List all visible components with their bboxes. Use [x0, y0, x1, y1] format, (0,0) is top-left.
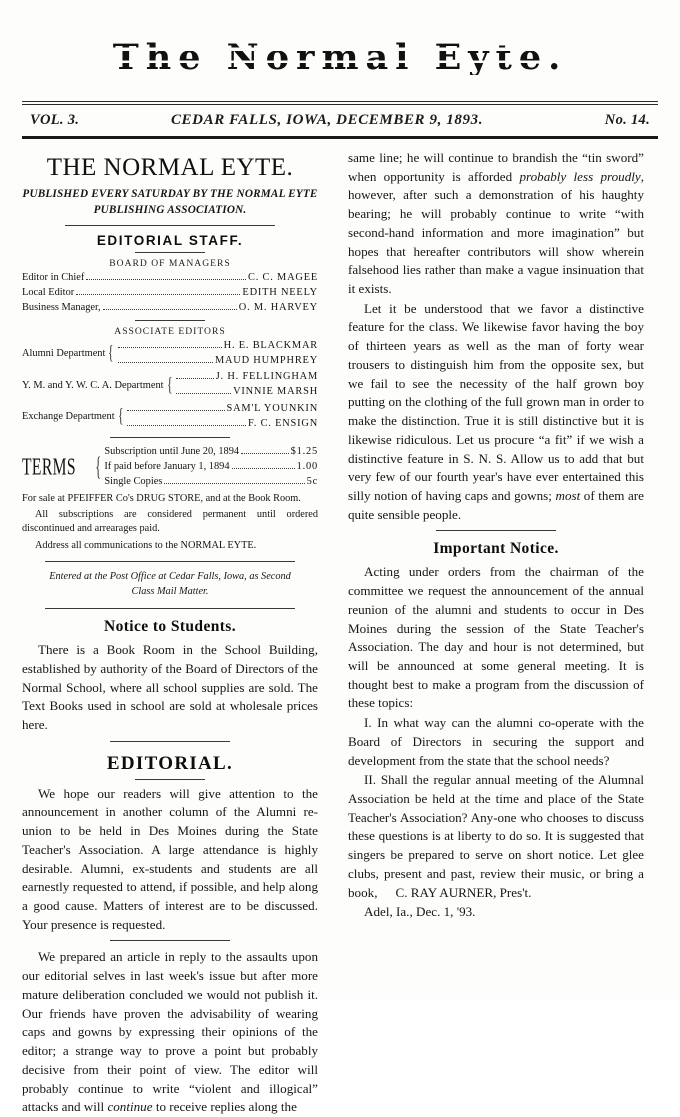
leader-dots — [118, 362, 213, 363]
associate-dept-label: Alumni Department — [22, 348, 106, 360]
entered-divider-bottom — [45, 608, 295, 609]
associate-name: J. H. FELLINGHAM — [215, 371, 318, 383]
terms-lines — [104, 445, 318, 489]
associate-name: F. C. ENSIGN — [248, 417, 318, 429]
terms-desc: If paid before January 1, 1894 — [104, 461, 230, 473]
editorial-staff-heading: EDITORIAL STAFF. — [96, 233, 244, 249]
editorial-heading: EDITORIAL. — [106, 752, 234, 774]
terms-row — [104, 445, 318, 460]
notice-p3-part-a: II. Shall the regular annual meeting of the Alumnal Association be held at the time and place of the State Teacher's Association? Any-one who chooses to discuss these questions is at liberty to do so. It is suggested that singers be prepared to serve on short notice. Let glee clubs, present and past, review their music, or bring a book, — [348, 772, 644, 900]
masthead — [0, 0, 680, 94]
right-paragraph-2 — [348, 300, 644, 525]
city-date: CEDAR FALLS, IOWA, DECEMBER 9, 1893. — [170, 112, 484, 128]
leader-dots — [127, 410, 224, 411]
cont-italic: probably less proudly — [519, 168, 641, 184]
board-divider — [135, 320, 205, 321]
leader-dots — [241, 453, 288, 454]
leader-dots — [76, 294, 240, 295]
editorial-divider — [135, 779, 205, 780]
terms-price: 1.00 — [296, 461, 318, 473]
associate-dept-block — [22, 370, 318, 400]
board-role: Editor in Chief — [22, 272, 85, 284]
brace-glyph: { — [117, 405, 124, 428]
associate-row — [125, 402, 318, 417]
brace-glyph: { — [95, 452, 101, 482]
important-notice-paragraph-1: Acting under orders from the chairman of the committee we request the announcement of the annual reunion of the alumni and students to occur in Des Moines during the session of the State Teacher's Association. The day and hour is not determined, but will be announced at some general meeting. It is thought best to make a program from the discussion of these topics: — [348, 564, 644, 711]
subscription-note: All subscriptions are considered permanent until ordered discontinued and arrearages paid. — [22, 509, 318, 535]
entered-line-1: Entered at the Post Office at Cedar Falls, Iowa, as Second — [49, 571, 291, 583]
board-row — [22, 286, 318, 301]
signature-title: , Pres't. — [493, 884, 532, 900]
editorial-paragraph-1: We hope our readers will give attention to the announcement in another column of the Alumni re-union to be held in Des Moines during the State Teacher's Association. A large attendance is highly desirable. Alumni, ex-students and students are all earnestly requested to attend, if possible, and help along a good cause. Matters of interest are to be discussed. Your presence is requested. — [22, 785, 318, 932]
leader-dots — [127, 425, 246, 426]
leader-dots — [103, 309, 237, 310]
for-sale-note: For sale at PFEIFFER Co's DRUG STORE, and at the Book Room. — [22, 492, 301, 504]
associate-row — [174, 385, 318, 400]
leader-dots — [232, 468, 295, 469]
leader-dots — [118, 347, 222, 348]
associate-row — [125, 417, 318, 432]
important-notice-paragraph-2: I. In what way can the alumni co-operate with the Board of Directors in securing the support and development from the state that the school needs? — [348, 715, 644, 768]
issue-number: No. 14. — [604, 112, 650, 128]
important-notice-heading: Important Notice. — [433, 540, 559, 558]
terms-block — [22, 445, 318, 489]
p2-part-a: Let it be understood that we favor a distinctive feature for the class. We likewise favor having the boy of thirteen years as well as the man of forty wear trousers to distinguish him from the opposite sex, but we fail to see the necessity of the half grown boy putting on the clothing of the full grown man in order to make the distinction. True it is still distinctive but it is likewise ridiculous. Let us procure “a fit” if we wish a distinctive feature in S. N. S. Allow us to add that but very few of our fourth year's have ever entertained this silly notion of having caps and gowns; — [348, 300, 644, 503]
editorial-paragraph-2 — [22, 948, 318, 1116]
associate-dept-block — [22, 339, 318, 369]
associate-editors-heading: ASSOCIATE EDITORS — [114, 325, 226, 337]
volume-number: VOL. 3. — [30, 112, 80, 128]
editorial-divider-top — [110, 741, 230, 742]
brace-glyph: { — [108, 342, 114, 365]
leader-dots — [176, 393, 231, 394]
flag-subtitle-line1: PUBLISHED EVERY SATURDAY BY THE NORMAL EYTE — [22, 188, 318, 200]
associate-names — [116, 339, 318, 369]
notice-to-students-heading: Notice to Students. — [103, 618, 237, 636]
dateline: Adel, Ia., Dec. 1, '93. — [364, 904, 476, 920]
columns-container — [0, 139, 680, 1117]
associate-name: MAUD HUMPHREY — [214, 354, 318, 366]
terms-row — [104, 475, 318, 490]
terms-label: TERMS — [22, 453, 77, 480]
associate-names — [125, 402, 318, 432]
brace-glyph: { — [166, 373, 172, 396]
board-name: C. C. MAGEE — [248, 272, 318, 284]
right-continuation-paragraph — [348, 149, 644, 299]
terms-price: $1.25 — [290, 446, 318, 458]
leader-dots — [176, 378, 214, 379]
volume-date-line — [0, 105, 680, 136]
associate-dept-label: Y. M. and Y. W. C. A. Department — [22, 379, 164, 391]
flag-subtitle-line2: PUBLISHING ASSOCIATION. — [93, 204, 247, 217]
associates-divider — [110, 437, 230, 438]
associate-dept-block — [22, 402, 318, 432]
board-row — [22, 301, 318, 316]
terms-desc: Subscription until June 20, 1894 — [104, 446, 240, 458]
left-column — [22, 149, 318, 1117]
terms-price: 5c — [306, 475, 318, 487]
right-column — [348, 149, 644, 1117]
editorial-p2-part-b: to receive replies along the — [152, 1099, 297, 1115]
p2-part-b: of them are quite sensible people. — [348, 487, 644, 522]
important-notice-paragraph-3 — [348, 771, 644, 902]
notice-to-students-body: There is a Book Room in the School Building, established by authority of the Board of Directors of the Normal School, where all school supplies are sold. The Text Books used in school are sold at wholesale prices here. — [22, 642, 318, 732]
editorial-divider-mid — [110, 940, 230, 941]
entered-divider-top — [45, 561, 295, 562]
staff-divider — [135, 252, 205, 253]
leader-dots — [164, 483, 304, 484]
board-of-managers-heading: BOARD OF MANAGERS — [109, 258, 231, 270]
address-note: Address all communications to the NORMAL EYTE. — [35, 539, 257, 551]
associate-row — [174, 370, 318, 385]
entered-line-2: Class Mail Matter. — [131, 586, 209, 598]
flag-title: THE NORMAL EYTE. — [46, 154, 294, 181]
important-notice-divider — [436, 530, 556, 531]
board-role: Local Editor — [22, 287, 75, 299]
leader-dots — [86, 279, 246, 280]
editorial-p2-italic: continue — [107, 1099, 153, 1115]
associate-row — [116, 354, 318, 369]
board-row — [22, 271, 318, 286]
associate-name: VINNIE MARSH — [233, 386, 318, 398]
terms-desc: Single Copies — [104, 475, 163, 487]
associate-name: H. E. BLACKMAR — [223, 339, 318, 351]
newspaper-title: The Normal Eyte. — [112, 37, 568, 78]
board-name: O. M. HARVEY — [238, 302, 318, 313]
cont-part-b: , however, after such a demonstration of his haughty bearing; he will probably continue to write “with second-hand information and more imagination” but hopes that hereafter contributors will show wherein falsehood lies rather than make a vague insinuation that it exists. — [348, 168, 644, 297]
associate-name: SAM'L YOUNKIN — [226, 402, 318, 414]
associate-names — [174, 370, 318, 400]
signature-name: C. RAY AURNER — [395, 884, 494, 900]
p2-italic: most — [555, 487, 581, 503]
board-role: Business Manager, — [22, 302, 101, 313]
associate-dept-label: Exchange Department — [22, 411, 115, 423]
board-name: EDITH NEELY — [242, 287, 318, 299]
terms-row — [104, 460, 318, 475]
flag-divider — [65, 225, 275, 226]
cont-part-a: same line; he will continue to brandish the “tin sword” when opportunity is afforded — [348, 150, 644, 184]
associate-row — [116, 339, 318, 354]
editorial-p2-part-a: We prepared an article in reply to the assaults upon our editorial selves in last week's issue but after more mature deliberation concluded we would not publish it. Our friends have proven the advisability of wearing caps and gowns by expressing their opinions of the editor; a strange way to prove a point but probably decisive from their point of view. The editor will probably continue to write “violent and illogical” attacks and will — [22, 949, 318, 1115]
